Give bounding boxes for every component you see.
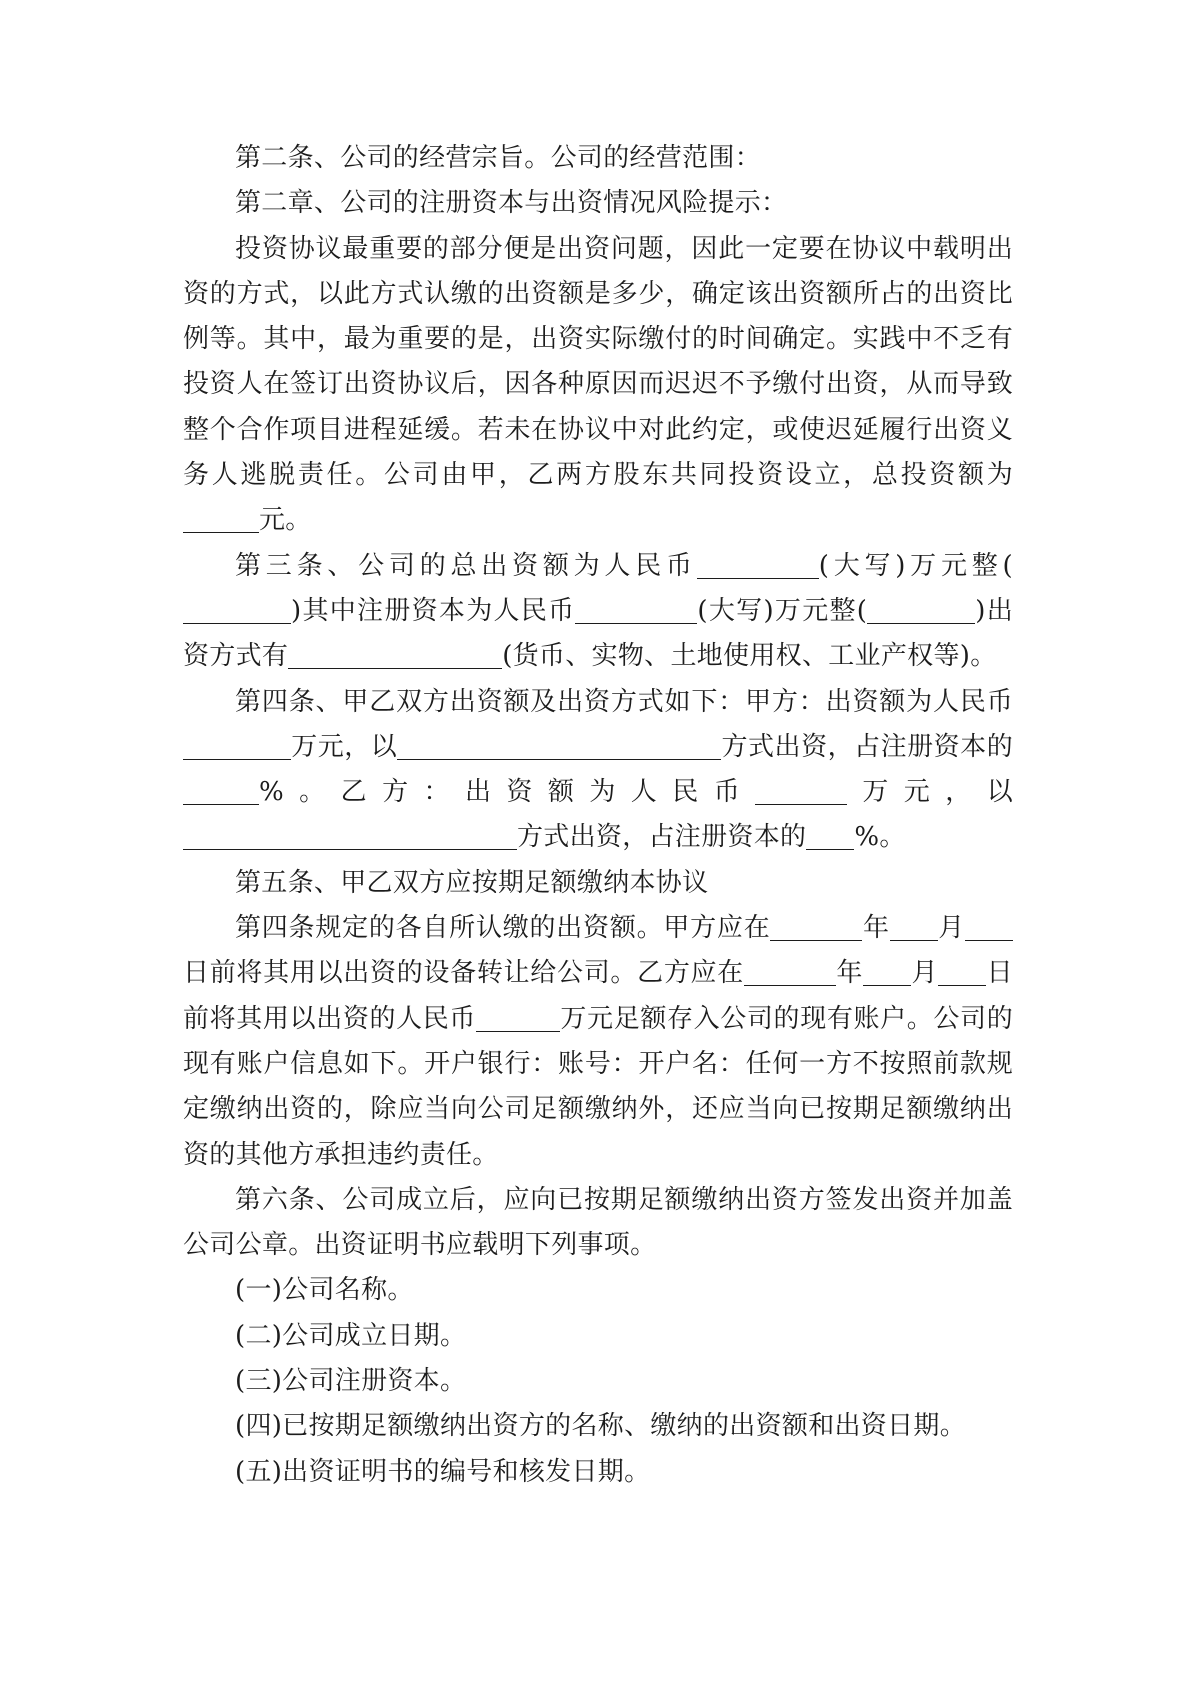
list-item-4: (四)已按期足额缴纳出资方的名称、缴纳的出资额和出资日期。 (235, 1411, 966, 1442)
blank-total-investment[interactable] (183, 501, 259, 533)
article-3-text-2: (大写)万元整( (818, 550, 1013, 581)
blank-party-b-amount[interactable] (755, 773, 847, 805)
article-4-text-1: 第四条、甲乙双方出资额及出资方式如下：甲方：出资额为人民币 (235, 686, 1013, 717)
list-item-3: (三)公司注册资本。 (235, 1366, 467, 1397)
article-5-text-2: 日前将其用以出资的设备转让给公司。乙方应在 (183, 958, 744, 989)
article-4-text-3: 方式出资，占注册资本的 (721, 731, 1013, 762)
article-5-text-1: 第四条规定的各自所认缴的出资额。甲方应在 (235, 913, 771, 944)
article-4-text-5: 万元，以 (847, 777, 1013, 808)
article-3-text-1: 第三条、公司的总出资额为人民币 (235, 550, 697, 581)
blank-registered-capital-uppercase[interactable] (575, 592, 697, 624)
month-label-a: 月 (937, 913, 965, 944)
blank-party-a-amount[interactable] (183, 728, 291, 760)
article-3-text-4: (大写)万元整( (697, 595, 868, 626)
article-3-paragraph (183, 544, 1013, 680)
article-3-text-3: )其中注册资本为人民币 (291, 595, 576, 626)
blank-party-a-percentage[interactable] (183, 773, 259, 805)
year-label-b: 年 (835, 958, 864, 989)
article-3-text-6: (货币、实物、土地使用权、工业产权等)。 (502, 641, 997, 672)
list-item-5: (五)出资证明书的编号和核发日期。 (235, 1456, 651, 1487)
article-5-paragraph (183, 906, 1013, 1178)
blank-party-a-method[interactable] (397, 728, 721, 760)
blank-party-b-day[interactable] (938, 954, 986, 986)
article-5-text-3: 日前将其用以出资的人民币 (183, 958, 1013, 1034)
blank-party-b-method[interactable] (183, 818, 517, 850)
risk-notice-text: 投资协议最重要的部分便是出资问题，因此一定要在协议中载明出资的方式，以此方式认缴的出资额是多少，确定该出资额所占的出资比例等。其中，最为重要的是，出资实际缴付的时间确定。实践中不乏有投资人在签订出资协议后，因各种原因而迟迟不予缴付出资，从而导致整个合作项目进程延缓。若未在协议中对此约定，或使迟延履行出资义务人逃脱责任。公司由甲，乙两方股东共同投资设立，总投资额为 (183, 233, 1013, 491)
article-4-text-4: %。乙方：出资额为人民币 (259, 777, 756, 808)
article-4-text-6: 方式出资，占注册资本的 (517, 822, 807, 853)
blank-registered-capital-figures[interactable] (867, 592, 975, 624)
blank-party-a-year[interactable] (770, 909, 862, 941)
article-4-paragraph (183, 680, 1013, 861)
blank-party-a-month[interactable] (890, 909, 938, 941)
blank-party-a-day[interactable] (965, 909, 1013, 941)
blank-party-b-month[interactable] (863, 954, 911, 986)
blank-contribution-method[interactable] (288, 637, 502, 669)
risk-notice-paragraph (183, 227, 1013, 544)
list-item-2: (二)公司成立日期。 (235, 1320, 467, 1351)
blank-party-b-year[interactable] (744, 954, 836, 986)
article-3-text-5: )出资方式有 (183, 595, 1013, 672)
blank-party-b-percentage[interactable] (806, 818, 854, 850)
risk-notice-end: 元。 (259, 505, 312, 536)
blank-party-b-cash-amount[interactable] (476, 1000, 560, 1032)
article-4-text-2: 万元，以 (291, 731, 398, 762)
month-label-b: 月 (911, 958, 939, 989)
blank-total-capital-uppercase[interactable] (697, 547, 819, 579)
article-6-paragraph: 第六条、公司成立后，应向已按期足额缴纳出资方签发出资并加盖公司公章。出资证明书应载明下列事项。 (183, 1184, 1013, 1261)
article-5-heading: 第五条、甲乙双方应按期足额缴纳本协议 (235, 867, 709, 898)
blank-total-capital-figures[interactable] (183, 592, 291, 624)
year-label-a: 年 (862, 913, 890, 944)
document-body (183, 136, 1013, 1495)
list-item-1: (一)公司名称。 (235, 1275, 414, 1306)
article-4-text-7: %。 (854, 822, 906, 853)
article-2-scope: 第二条、公司的经营宗旨。公司的经营范围： (235, 143, 762, 173)
article-5-text-4: 万元足额存入公司的现有账户。公司的现有账户信息如下。开户银行：账号：开户名：任何一方不按照前款规定缴纳出资的，除应当向公司足额缴纳外，还应当向已按期足额缴纳出资的其他方承担违约责任。 (183, 1003, 1013, 1170)
chapter-2-heading: 第二章、公司的注册资本与出资情况风险提示： (235, 188, 788, 219)
